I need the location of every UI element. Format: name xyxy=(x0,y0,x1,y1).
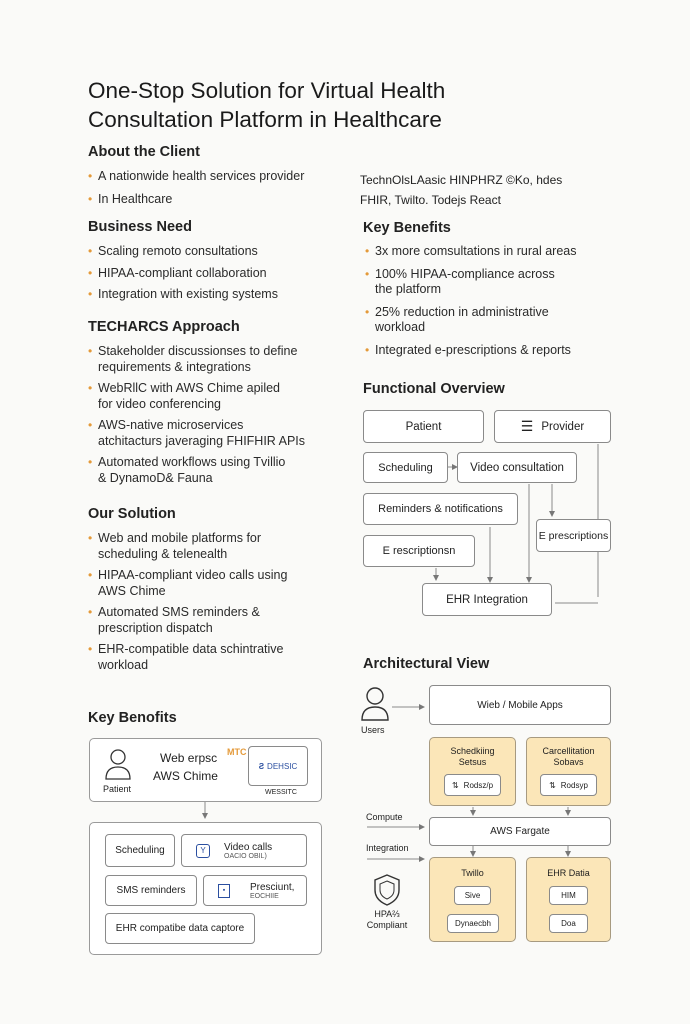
hipaa-compliant-label: HPA⅔ Compliant xyxy=(366,909,408,930)
benefits-right-list xyxy=(365,244,625,358)
logo-icon: Ƨ xyxy=(258,761,265,771)
patient-icon xyxy=(104,748,132,785)
twilio-title: Twillo xyxy=(461,868,484,878)
list-item: • Integration with existing systems xyxy=(88,287,278,303)
video-consultation-box: Video consultation xyxy=(457,452,577,483)
scheduling-service-btn-label: Rodsz/p xyxy=(463,780,494,790)
list-item: • Web and mobile platforms for scheduling & telenealth xyxy=(88,531,348,562)
list-item: • 100% HIPAA-compliance across the platform xyxy=(365,267,625,298)
provider-icon: ☰ xyxy=(520,418,534,434)
approach-heading: TECHARCS Approach xyxy=(88,319,240,335)
solution-heading: Our Solution xyxy=(88,506,176,522)
dynamo-box: Dynaecbh xyxy=(447,914,499,933)
list-item: • HIPAA-compliant video calls using AWS Chime xyxy=(88,568,348,599)
list-item: • EHR-compatible data schintrative workload xyxy=(88,642,348,673)
sive-box: Sive xyxy=(454,886,491,905)
ehr-data-box xyxy=(526,857,611,942)
doa-box: Doa xyxy=(549,914,588,933)
him-box: HIM xyxy=(549,886,588,905)
list-item: • Automated workflows using Tvillio & DynamoD& Fauna xyxy=(88,455,348,486)
dehsic-logo xyxy=(248,746,308,786)
list-item: • In Healthcare xyxy=(88,192,304,208)
list-item: • Integrated e-prescriptions & reports xyxy=(365,343,625,359)
video-icon: Y xyxy=(196,844,210,858)
aws-chime-label: AWS Chime xyxy=(153,769,218,783)
architecture-heading: Architectural View xyxy=(363,656,490,672)
tech-line-2: FHIR, Twilto. Todejs React xyxy=(360,193,501,207)
prescriptions-sublabel: EOCHIIE xyxy=(250,892,279,900)
provider-box xyxy=(494,410,611,443)
video-calls-sublabel: OACIO OBIL) xyxy=(224,852,267,860)
ehr-integration-box: EHR Integration xyxy=(422,583,552,616)
logo-label: DEHSIC xyxy=(267,761,298,771)
video-calls-label: Video calls xyxy=(224,841,273,853)
list-item: • Scaling remoto consultations xyxy=(88,244,278,260)
list-item: • 25% reduction in administrative workload xyxy=(365,305,625,336)
cancellation-service-title: Carcellitation Sobavs xyxy=(542,746,595,767)
list-item: • A nationwide health services provider xyxy=(88,169,304,185)
shield-icon xyxy=(372,873,402,912)
title-line-2: Consultation Platform in Healthcare xyxy=(88,107,442,132)
scheduling-feature-box: Scheduling xyxy=(105,834,175,867)
users-label: Users xyxy=(361,725,385,735)
video-calls-box xyxy=(181,834,307,867)
about-heading: About the Client xyxy=(88,144,200,160)
arrows-icon: ⇅ xyxy=(549,780,556,790)
approach-list xyxy=(88,344,348,486)
scheduling-box: Scheduling xyxy=(363,452,448,483)
integration-label: Integration xyxy=(366,843,409,853)
scheduling-service-button xyxy=(444,774,501,796)
list-item: • WebRllC with AWS Chime apiled for video conferencing xyxy=(88,381,348,412)
logo-caption: WESSITC xyxy=(265,789,297,796)
list-item: • HIPAA-compliant collaboration xyxy=(88,266,278,282)
mtc-label: MTC xyxy=(227,747,247,757)
tech-stack xyxy=(360,170,562,210)
sms-reminders-box: SMS reminders xyxy=(105,875,197,906)
scheduling-service-title: Schedkiing Setsus xyxy=(450,746,495,767)
list-item: • AWS-native microservices atchitacturs javeraging FHIFHIR APIs xyxy=(88,418,348,449)
benefits-top-frame xyxy=(89,738,322,802)
e-rescriptions-box: E rescriptionsn xyxy=(363,535,475,567)
twilio-box xyxy=(429,857,516,942)
about-list xyxy=(88,169,304,207)
functional-heading: Functional Overview xyxy=(363,381,505,397)
web-mobile-box: Wieb / Mobile Apps xyxy=(429,685,611,725)
prescriptions-box xyxy=(203,875,307,906)
users-icon xyxy=(360,686,390,727)
cancellation-service-button xyxy=(540,774,597,796)
list-item: • 3x more comsultations in rural areas xyxy=(365,244,625,260)
list-item: • Automated SMS reminders & prescription dispatch xyxy=(88,605,348,636)
cancellation-service-box xyxy=(526,737,611,806)
ehr-capture-box: EHR compatibe data captore xyxy=(105,913,255,944)
ehr-data-title: EHR Datia xyxy=(547,868,590,878)
business-heading: Business Need xyxy=(88,219,192,235)
title-line-1: One-Stop Solution for Virtual Health xyxy=(88,78,446,103)
provider-label: Provider xyxy=(541,420,585,433)
reminders-box: Reminders & notifications xyxy=(363,493,518,525)
solution-list xyxy=(88,531,348,673)
business-list xyxy=(88,244,278,303)
scheduling-service-box xyxy=(429,737,516,806)
benefits-bottom-frame xyxy=(89,822,322,955)
patient-label: Patient xyxy=(103,784,132,794)
tech-line-1: TechnOlsLAasic HINPHRZ ©Ko, hdes xyxy=(360,173,563,187)
benefits-left-heading: Key Benofits xyxy=(88,710,177,726)
compute-label: Compute xyxy=(366,812,403,822)
cancellation-service-btn-label: Rodsyp xyxy=(560,780,588,790)
page-title xyxy=(88,76,445,134)
patient-box: Patient xyxy=(363,410,484,443)
document-icon: ▪ xyxy=(218,884,230,898)
prescriptions-label: Presciunt, xyxy=(250,881,295,893)
aws-fargate-box: AWS Fargate xyxy=(429,817,611,846)
web-label: Web erpsc xyxy=(160,751,218,765)
list-item: • Stakeholder discussionses to define requirements & integrations xyxy=(88,344,348,375)
benefits-right-heading: Key Benefits xyxy=(363,220,451,236)
e-prescriptions-box: E prescriptions xyxy=(536,519,611,552)
arrows-icon: ⇅ xyxy=(451,780,459,790)
